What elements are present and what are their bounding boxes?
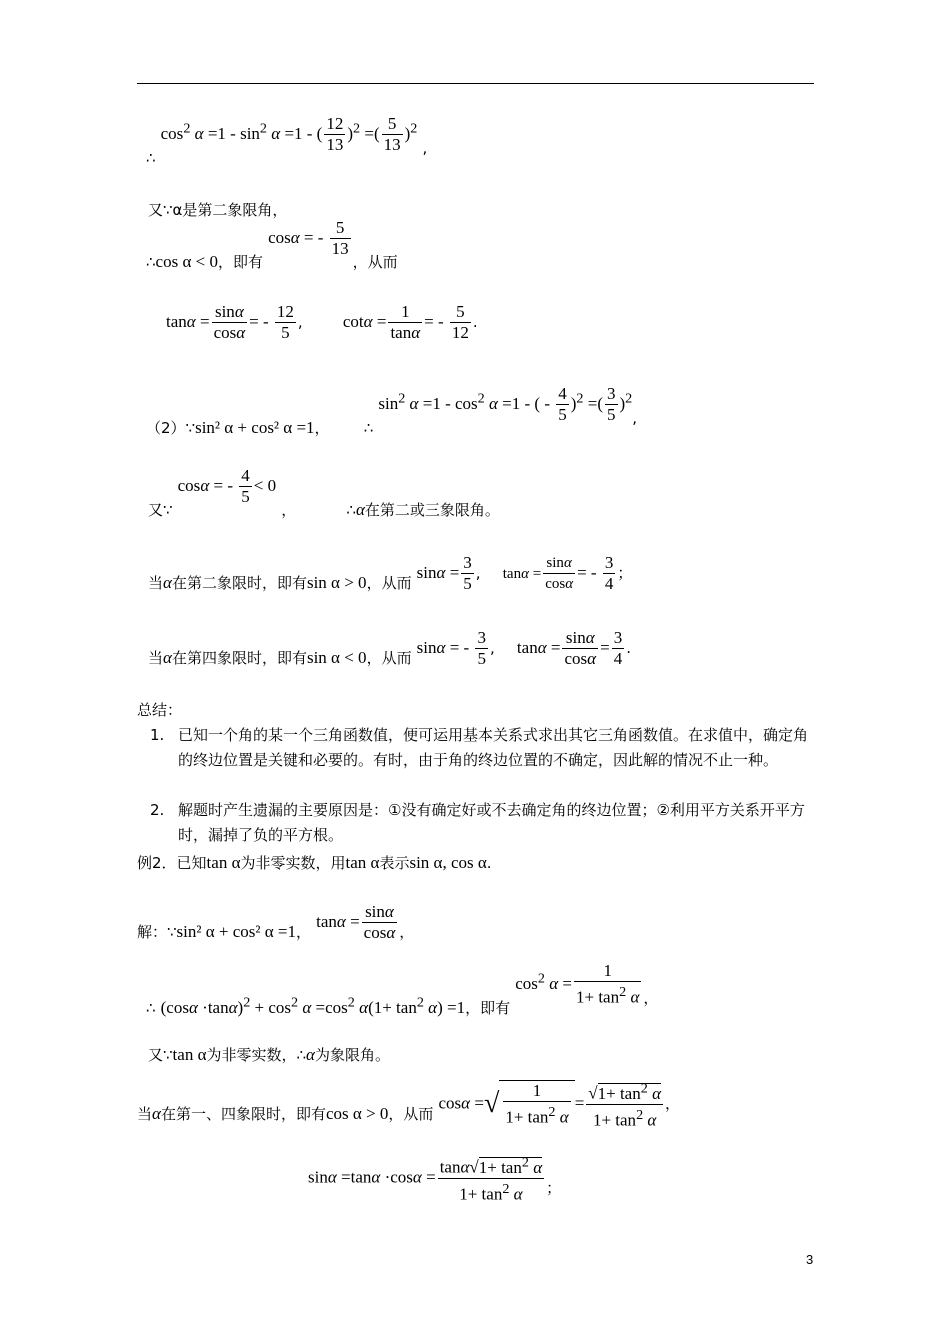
case-fourth-quadrant: 当α在第四象限时，即有sin α < 0，从而 sinα = - $\frac{3}{5}$ , tanα = $\frac{\sin\alpha}{\cos\alpha}$ = $\frac{3}{4}$ . (148, 628, 631, 668)
header-rule (137, 83, 814, 84)
solution-identity: 解：∵sin² α + cos² α =1， tanα = $\frac{\sin\alpha}{\cos\alpha}$ ， (137, 902, 415, 942)
solution-cos-squared: ∴ $(\cos\alpha \cdot\tan\alpha)^2 + \cos^2 \alpha =\cos^2$ $\alpha(1+ \tan^2 \alpha) =1$，即有 $\cos^2 \alpha$ = $\frac{1}{1+ \tan^2 \alpha}$ ， (146, 961, 659, 1017)
therefore-symbol: ∴ (146, 149, 156, 167)
part-2-equation: （2）∵sin² α + cos² α =1， ∴ $\sin^2 \alpha =1 - \cos^2 \alpha =1$ - ( - $\frac{4}{5}$ )$^2$ =( $\frac{3}{5}$ )$^2$, (146, 384, 638, 437)
solution-sin-result: sinα =tanα ·cosα = $\frac{\tan\alpha√1+ \tan^2 \alpha}{1+ \tan^2 \alpha}$ ； (308, 1154, 562, 1204)
summary-item: 1. 已知一个角的某一个三角函数值，便可运用基本关系式求出其它三角函数值。在求值中，确定角的终边位置是关键和必要的。有时，由于角的终边位置的不确定，因此解的情况不止一种。 (150, 726, 809, 769)
equation-tan-cot: tanα = $\frac{\sin\alpha}{\cos\alpha}$ = - $\frac{12}{5}$ , cotα = $\frac{1}{\tan\alpha}$ = - $\frac{5}{12}$ . (166, 302, 478, 342)
example-2-statement: 例2．已知tan α为非零实数，用tan α表示sin α, cos α. (137, 853, 492, 872)
equation-cos-negative: ∴cos α < 0，即有 cosα = - $\frac{5}{13}$ ，从而 (146, 218, 398, 271)
case-second-quadrant: 当α在第二象限时，即有sin α > 0，从而 sinα = $\frac{3}{5}$ , tanα = $\frac{\sin\alpha}{\cos\alpha}$ = - $\frac{3}{4}$ ； (148, 553, 633, 593)
quadrant-two-or-three: 又∵ cosα = - $\frac{4}{5}$ < 0 ， ∴α在第二或三象限角。 (148, 466, 500, 519)
summary-item: 2. 解题时产生遗漏的主要原因是：①没有确定好或不去确定角的终边位置；②利用平方关系开平方时，漏掉了负的平方根。 (150, 801, 805, 844)
math-cos-squared: $\cos^2 \alpha =1 - \sin^2 \alpha =1$ - ( (160, 120, 323, 143)
page-number: 3 (806, 1252, 814, 1267)
second-quadrant-note: 又∵α是第二象限角， (148, 201, 288, 219)
equation-cos-squared: ∴ $\cos^2 \alpha =1 - \sin^2 \alpha =1$ - ( $\frac{12}{13}$ )$^2$ =( $\frac{5}{13}$ )$^2$ , (146, 114, 428, 167)
solution-nonzero: 又∵tan α为非零实数，∴α为象限角。 (148, 1045, 390, 1064)
summary-heading: 总结： (137, 701, 183, 719)
solution-cos-case: 当α在第一、四象限时，即有cos α > 0，从而 cosα =√ $\frac{1}{1+ \tan^2 \alpha}$ = $\frac{√1+ \tan^2 \alpha}{1+ \tan^2 \alpha}$ ， (137, 1080, 681, 1130)
